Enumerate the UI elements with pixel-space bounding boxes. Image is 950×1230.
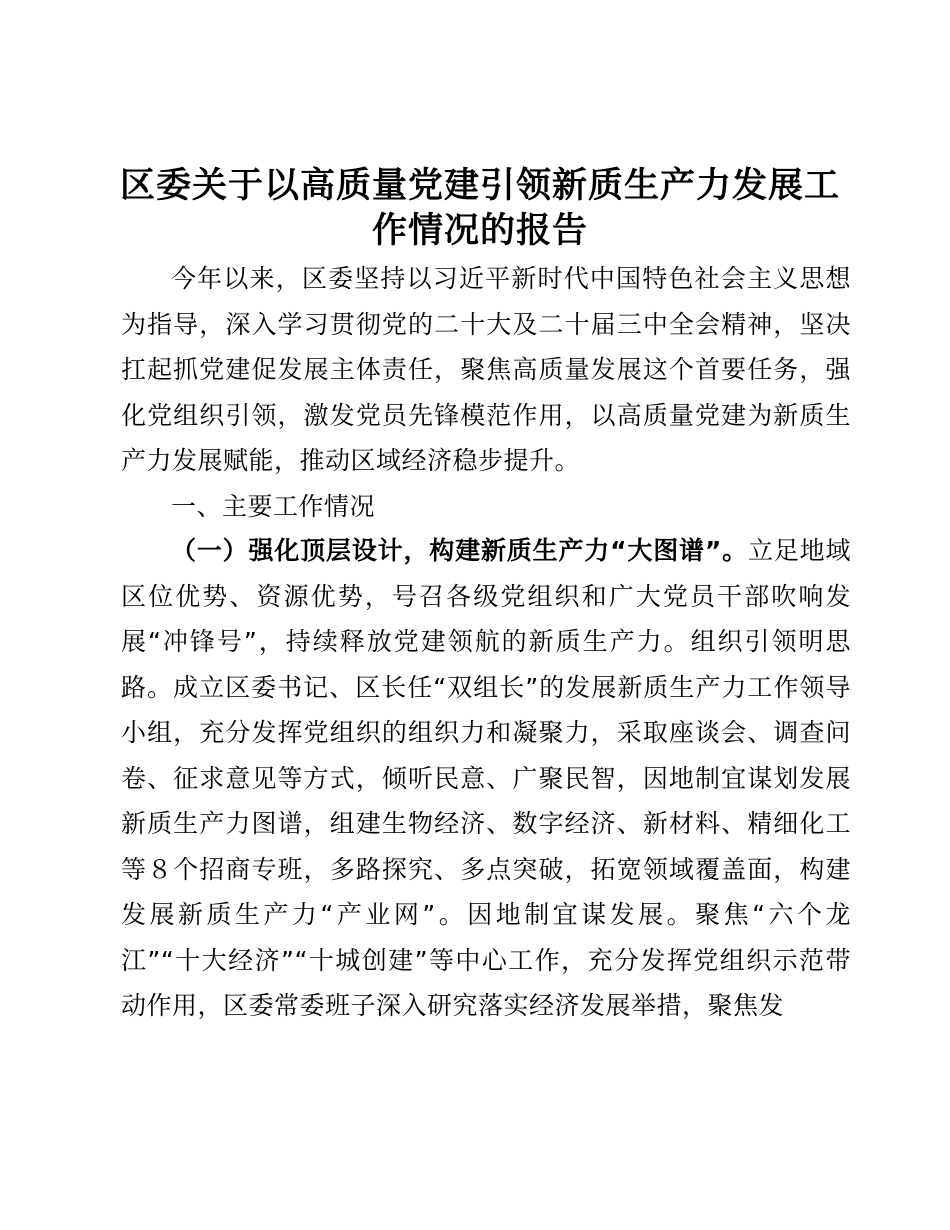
intro-paragraph: 今年以来，区委坚持以习近平新时代中国特色社会主义思想为指导，深入学习贯彻党的二十大及二十届三中全会精神，坚决扛起抓党建促发展主体责任，聚焦高质量发展这个首要任务，强化党组织引领，激发党员先锋模范作用，以高质量党建为新质生产力发展赋能，推动区域经济稳步提升。 (121, 264, 851, 475)
subsection-paragraph (121, 528, 851, 1029)
section-heading: 一、主要工作情况 (171, 492, 376, 521)
document-title: 区委关于以高质量党建引领新质生产力发展工作情况的报告 (120, 166, 841, 251)
subsection-body: 立足地域区位优势、资源优势，号召各级党组织和广大党员干部吹响发展“冲锋号”，持续释放党建领航的新质生产力。组织引领明思路。成立区委书记、区长任“双组长”的发展新质生产力工作领导小组，充分发挥党组织的组织力和凝聚力，采取座谈会、调查问卷、征求意见等方式，倾听民意、广聚民智，因地制宜谋划发展新质生产力图谱，组建生物经济、数字经济、新材料、精细化工等８个招商专班，多路探究、多点突破，拓宽领域覆盖面，构建发展新质生产力“产业网”。因地制宜谋发展。聚焦“六个龙江”“十大经济”“十城创建”等中心工作，充分发挥党组织示范带动作用，区委常委班子深入研究落实经济发展举措，聚焦发 (121, 536, 851, 1020)
subsection-heading: （一）强化顶层设计，构建新质生产力“大图谱”。 (171, 536, 748, 565)
